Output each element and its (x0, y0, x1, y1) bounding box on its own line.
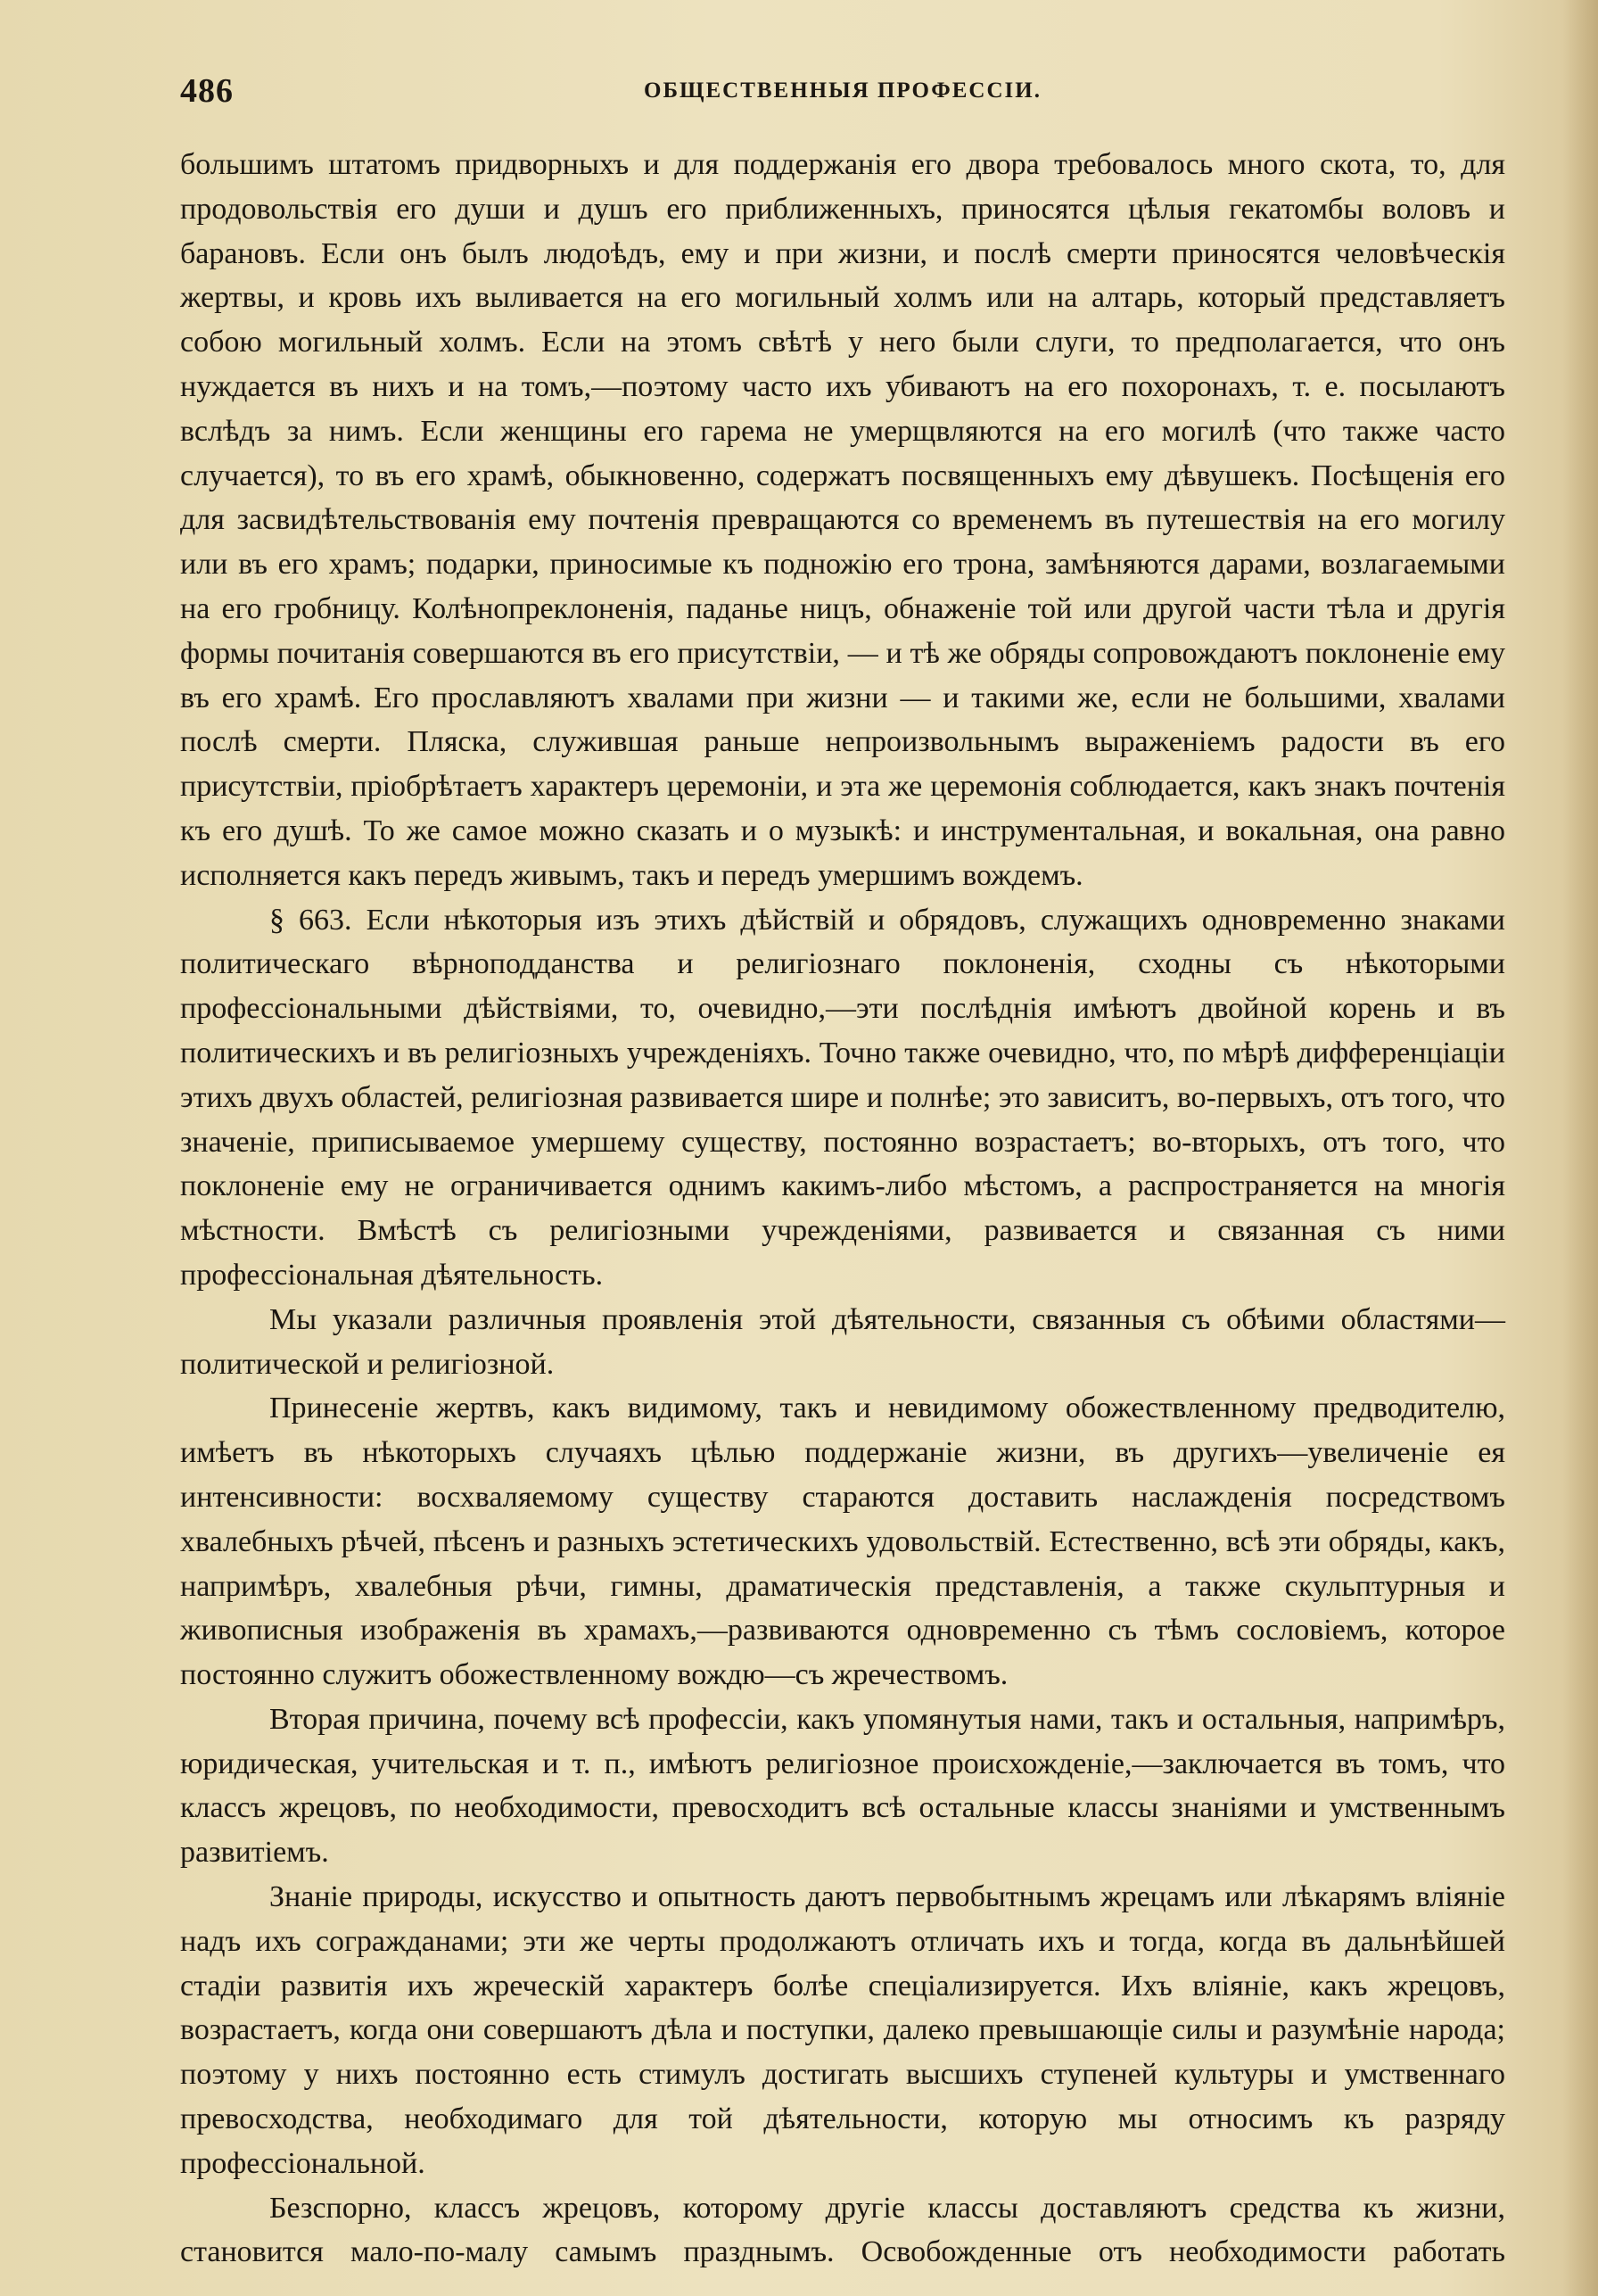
paragraph: Мы указали различныя проявленія этой дѣятельности, связанныя съ обѣими областями—политической и религіозной. (180, 1302, 1505, 1381)
page-header (180, 71, 1505, 116)
body-text (180, 143, 1505, 2275)
paragraph-section-663: § 663. Если нѣкоторыя изъ этихъ дѣйствій и обрядовъ, служащихъ одновременно знаками политическаго вѣрноподданства и религіознаго поклоненія, сходны съ нѣкоторыми профессіональными дѣйствіями, то, очевидно,—эти послѣднія имѣютъ двойной корень и въ политическихъ и въ религіозныхъ учрежденіяхъ. Точно также очевидно, что, по мѣрѣ дифференціаціи этихъ двухъ областей, религіозная развивается шире и полнѣе; это зависитъ, во-первыхъ, отъ того, что значеніе, приписываемое умершему существу, постоянно возрастаетъ; во-вторыхъ, отъ того, что поклоненіе ему не ограничивается однимъ какимъ-либо мѣстомъ, а распространяется на многія мѣстности. Вмѣстѣ съ религіозными учрежденіями, развивается и связанная съ ними профессіональная дѣятельность. (180, 903, 1505, 1292)
running-title: ОБЩЕСТВЕННЫЯ ПРОФЕССІИ. (644, 78, 1042, 103)
paragraph: Принесеніе жертвъ, какъ видимому, такъ и невидимому обожествленному предводителю, имѣетъ въ нѣкоторыхъ случаяхъ цѣлью поддержаніе жизни, въ другихъ—увеличеніе ея интенсивности: восхваляемому существу стараются доставить наслажденія посредствомъ хвалебныхъ рѣчей, пѣсенъ и разныхъ эстетическихъ удовольствій. Естественно, всѣ эти обряды, какъ, напримѣръ, хвалебныя рѣчи, гимны, драматическія представленія, а также скульптурныя и живописныя изображенія въ храмахъ,—развиваются одновременно съ тѣмъ сословіемъ, которое постоянно служитъ обожествленному вождю—съ жречествомъ. (180, 1392, 1505, 1692)
page-number: 486 (180, 72, 234, 110)
paragraph-continues-next-page: Безспорно, классъ жрецовъ, которому другіе классы доставляютъ средства къ жизни, становится мало-по-малу самымъ празднымъ. Освобожденные отъ необходимости работать (180, 2191, 1505, 2269)
paragraph-continued: большимъ штатомъ придворныхъ и для поддержанія его двора требовалось много скота, то, для продовольствія его души и душъ его приближенныхъ, приносятся цѣлыя гекатомбы воловъ и барановъ. Если онъ былъ людоѣдъ, ему и при жизни, и послѣ смерти приносятся человѣческія жертвы, и кровь ихъ выливается на его могильный холмъ или на алтарь, который представляетъ собою могильный холмъ. Если на этомъ свѣтѣ у него были слуги, то предполагается, что онъ нуждается въ нихъ и на томъ,—поэтому часто ихъ убиваютъ на его похоронахъ, т. е. посылаютъ вслѣдъ за нимъ. Если женщины его гарема не умерщвляются на его могилѣ (что также часто случается), то въ его храмѣ, обыкновенно, содержатъ посвященныхъ ему дѣвушекъ. Посѣщенія его для засвидѣтельствованія ему почтенія превращаются со временемъ въ путешествія на его могилу или въ его храмъ; подарки, приносимые къ подножію его трона, замѣняются дарами, возлагаемыми на его гробницу. Колѣнопреклоненія, паданье ницъ, обнаженіе той или другой части тѣла и другія формы почитанія совершаются въ его присутствіи, — и тѣ же обряды сопровождаютъ поклоненіе ему въ его храмѣ. Его прославляютъ хвалами при жизни — и такими же, если не большими, хвалами послѣ смерти. Пляска, служившая раньше непроизвольнымъ выраженіемъ радости въ его присутствіи, пріобрѣтаетъ характеръ церемоніи, и эта же церемонія соблюдается, какъ знакъ почтенія къ его душѣ. То же самое можно сказать и о музыкѣ: и инструментальная, и вокальная, она равно исполняется какъ передъ живымъ, такъ и передъ умершимъ вождемъ. (180, 148, 1505, 892)
page-edge-shadow (1562, 0, 1598, 2296)
paragraph: Знаніе природы, искусство и опытность даютъ первобытнымъ жрецамъ или лѣкарямъ вліяніе надъ ихъ согражданами; эти же черты продолжаютъ отличать ихъ и тогда, когда въ дальнѣйшей стадіи развитія ихъ жреческій характеръ болѣе спеціализируется. Ихъ вліяніе, какъ жрецовъ, возрастаетъ, когда они совершаютъ дѣла и поступки, далеко превышающіе силы и разумѣніе народа; поэтому у нихъ постоянно есть стимулъ достигать высшихъ ступеней культуры и умственнаго превосходства, необходимаго для той дѣятельности, которую мы относимъ къ разряду профессіональной. (180, 1880, 1505, 2180)
paragraph: Вторая причина, почему всѣ профессіи, какъ упомянутыя нами, такъ и остальныя, напримѣръ, юридическая, учительская и т. п., имѣютъ религіозное происхожденіе,—заключается въ томъ, что классъ жрецовъ, по необходимости, превосходитъ всѣ остальные классы знаніями и умственнымъ развитіемъ. (180, 1702, 1505, 1870)
